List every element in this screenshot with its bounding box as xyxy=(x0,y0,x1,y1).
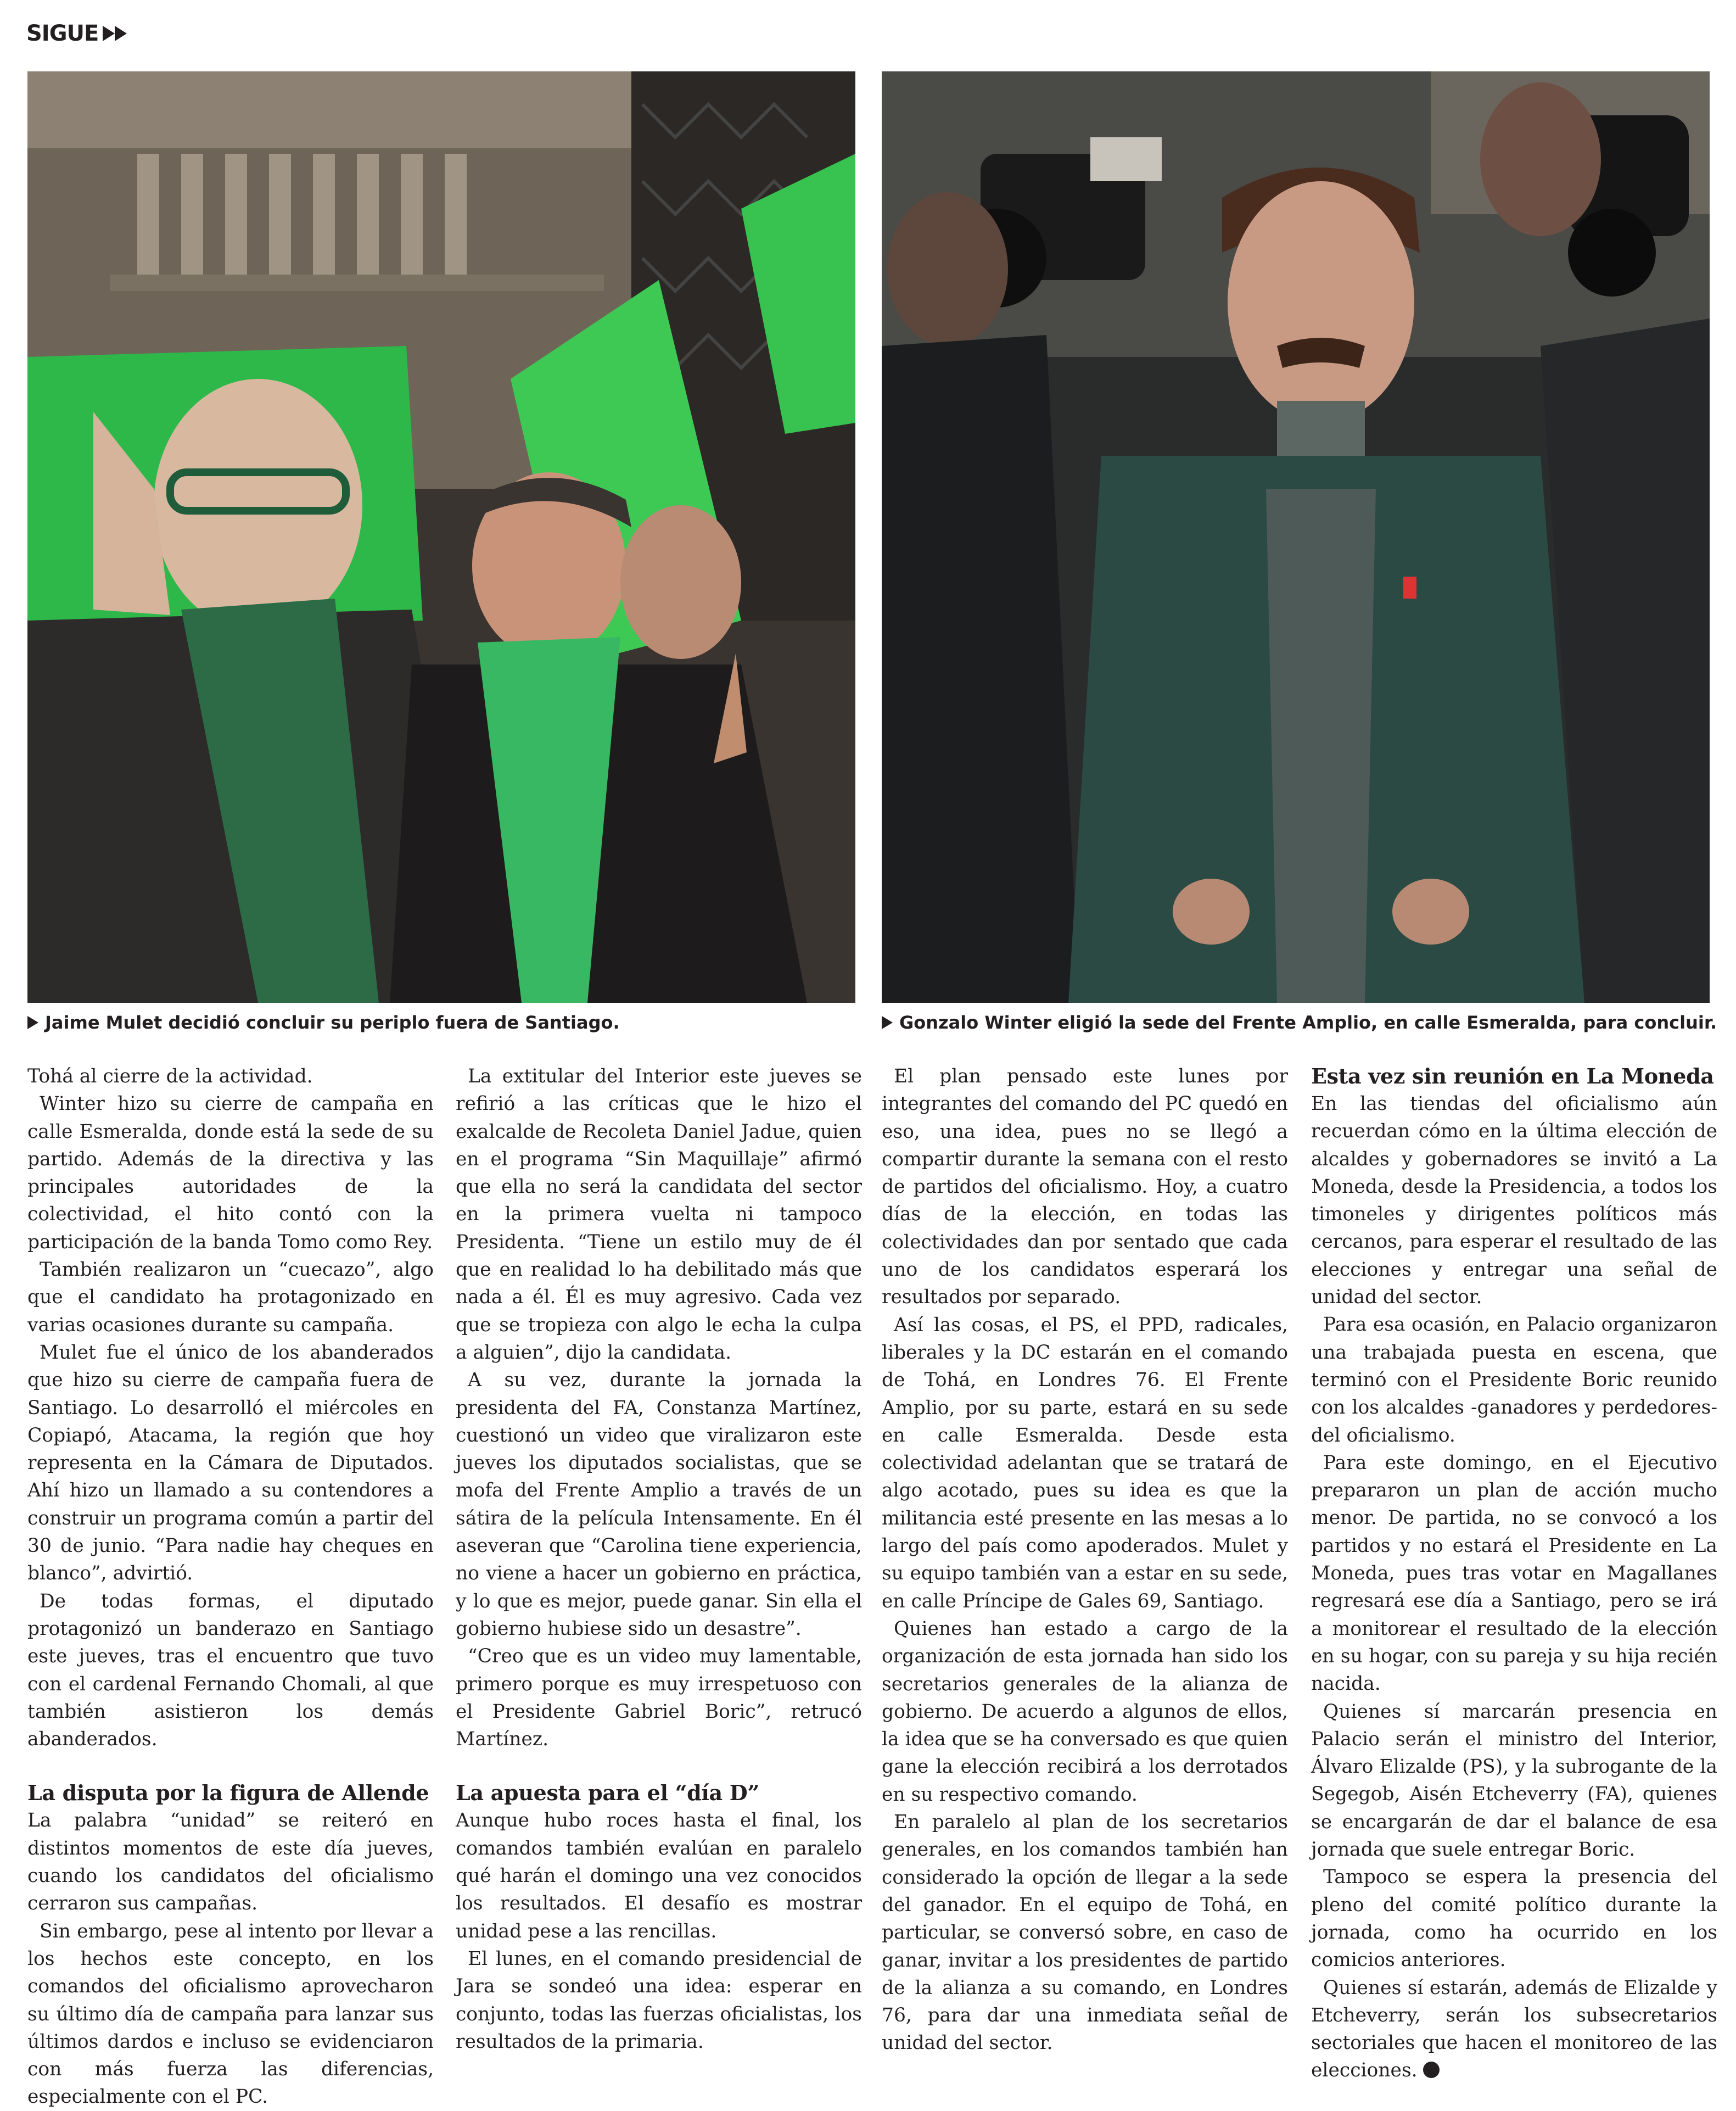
text-column-1 xyxy=(27,1063,434,2111)
paragraph: De todas formas, el diputado protagonizó un banderazo en Santiago este jueves, tras el encuentro que tuvo con el cardenal Fernando Chomali, al que también asistieron los demás abanderados. xyxy=(27,1590,434,1751)
paragraph: Para esa ocasión, en Palacio organizaron una trabajada puesta en escena, que terminó con el Presidente Boric reunido con los alcaldes -ganadores y perdedores- del oficialismo. xyxy=(1311,1314,1717,1447)
paragraph: Quienes han estado a cargo de la organización de esta jornada han sido los secretarios generales de la alianza de gobierno. De acuerdo a algunos de ellos, la idea que se ha conversado es que quien gane la elección recibirá a los derrotados en su respectivo comando. xyxy=(882,1617,1288,1806)
paragraph: Tampoco se espera la presencia del pleno del comité político durante la jornada, como ha ocurrido en los comicios anteriores. xyxy=(1311,1866,1717,1972)
paragraph: Así las cosas, el PS, el PPD, radicales, liberales y la DC estarán en el comando de Tohá, en Londres 76. El Frente Amplio, por su parte, estará en su sede en calle Esmeralda. Desde esta colectividad adelantan que se tratará de algo acotado, pues su idea es que la militancia esté presente en las mesas a lo largo del país como apoderados. Mulet y su equipo también van a estar en su sede, en calle Príncipe de Gales 69, Santiago. xyxy=(882,1314,1288,1612)
double-arrow-icon xyxy=(103,26,127,41)
photo-caption-right xyxy=(882,1010,1717,1035)
paragraph: En paralelo al plan de los secretarios generales, en los comandos también han considerado la opción de llegar a la sede del ganador. En el equipo de Tohá, en particular, se conversó sobre, en caso de ganar, invitar a los presidentes de partido de la alianza a su comando, en Londres 76, para dar una inmediata señal de unidad del sector. xyxy=(882,1811,1288,2054)
paragraph: “Creo que es un video muy lamentable, primero porque es muy irrespetuoso con el Presidente Gabriel Boric”, retrucó Martínez. xyxy=(456,1645,862,1751)
paragraph: El lunes, en el comando presidencial de Jara se sondeó una idea: esperar en conjunto, todas las fuerzas oficialistas, los resultados de la primaria. xyxy=(456,1947,862,2053)
paragraph: Mulet fue el único de los abanderados que hizo su cierre de campaña fuera de Santiago. Lo desarrolló el miércoles en Copiapó, Atacama, la región que hoy representa en la Cámara de Diputados. Ahí hizo un llamado a su contendores a construir un programa común a partir del 30 de junio. “Para nadie hay cheques en blanco”, advirtió. xyxy=(27,1341,434,1585)
paragraph-final xyxy=(1311,1974,1717,2085)
caption-text: Jaime Mulet decidió concluir su periplo fuera de Santiago. xyxy=(45,1012,620,1033)
caption-text: Gonzalo Winter eligió la sede del Frente Amplio, en calle Esmeralda, para concluir. xyxy=(899,1012,1717,1033)
paragraph: A su vez, durante la jornada la presidenta del FA, Constanza Martínez, cuestionó un video que viralizaron este jueves los diputados socialistas, que se mofa del Frente Amplio a través de un sátira de la película Intensamente. En él aseveran que “Carolina tiene experiencia, no viene a hacer un gobierno en práctica, y lo que es mejor, puede ganar. Sin ella el gobierno hubiese sido un desastre”. xyxy=(456,1369,862,1640)
paragraph: Winter hizo su cierre de campaña en calle Esmeralda, donde está la sede de su partido. Además de la directiva y las principales autoridades de la colectividad, el hito contó con la participación de la banda Tomo como Rey. xyxy=(27,1093,434,1253)
caption-arrow-icon xyxy=(882,1016,893,1029)
sigue-marker xyxy=(26,21,127,46)
section-heading: Esta vez sin reunión en La Moneda xyxy=(1311,1064,1714,1088)
paragraph: Aunque hubo roces hasta el final, los comandos también evalúan en paralelo qué harán el domingo una vez conocidos los resultados. El desafío es mostrar unidad pese a las rencillas. xyxy=(456,1810,862,1942)
photo-gonzalo-winter xyxy=(882,71,1710,1003)
text-column-3 xyxy=(882,1063,1288,2057)
paragraph: Sin embargo, pese al intento por llevar a los hechos este concepto, en los comandos del oficialismo aprovecharon su último día de campaña para lanzar sus últimos dardos e incluso se evidenciaron con más fuerza las diferencias, especialmente con el PC. xyxy=(27,1920,434,2108)
paragraph: Para este domingo, en el Ejecutivo prepararon un plan de acción mucho menor. De partida, no se convocó a los partidos y no estará el Presidente en La Moneda, pues tras votar en Magallanes regresará ese día a Santiago, pero se irá a monitorear el resultado de la elección en su hogar, con su pareja y su hija recién nacida. xyxy=(1311,1451,1717,1695)
paragraph: Tohá al cierre de la actividad. xyxy=(27,1065,313,1087)
photo-jaime-mulet xyxy=(27,71,855,1003)
paragraph: También realizaron un “cuecazo”, algo que el candidato ha protagonizado en varias ocasiones durante su campaña. xyxy=(27,1259,434,1336)
paragraph: La extitular del Interior este jueves se refirió a las críticas que le hizo el exalcalde de Recoleta Daniel Jadue, quien en el programa “Sin Maquillaje” afirmó que ella no será la candidata del sector en la primera vuelta ni tampoco Presidenta. “Tiene un estilo muy de él que en realidad lo ha debilitado más que nada a él. Él es muy agresivo. Cada vez que se tropieza con algo le echa la culpa a alguien”, dijo la candidata. xyxy=(456,1065,862,1364)
caption-arrow-icon xyxy=(27,1016,38,1029)
text-column-2 xyxy=(456,1063,862,2056)
section-heading: La disputa por la figura de Allende xyxy=(27,1780,429,1806)
photo-caption-left xyxy=(27,1010,620,1035)
section-heading: La apuesta para el “día D” xyxy=(456,1780,759,1806)
paragraph: El plan pensado este lunes por integrantes del comando del PC quedó en eso, una idea, pues no se llegó a compartir durante la semana con el resto de partidos del oficialismo. Hoy, a cuatro días de la elección, en todas las colectividades dan por sentado que cada uno de los candidatos esperará los resultados por separado. xyxy=(882,1065,1288,1309)
paragraph: En las tiendas del oficialismo aún recuerdan cómo en la última elección de alcaldes y gobernadores se invitó a La Moneda, desde la Presidencia, a todos los timoneles y dirigentes políticos más cercanos, para esperar el resultado de las elecciones y entregar una señal de unidad del sector. xyxy=(1311,1093,1717,1309)
sigue-label: SIGUE xyxy=(26,21,99,46)
paragraph: La palabra “unidad” se reiteró en distintos momentos de este día jueves, cuando los candidatos del oficialismo cerraron sus campañas. xyxy=(27,1810,434,1915)
end-of-article-icon xyxy=(1423,2062,1440,2078)
text-column-4 xyxy=(1311,1063,1717,2085)
paragraph-text: Quienes sí estarán, además de Elizalde y Etcheverry, serán los subsecretarios sectoriales que hacen el monitoreo de las elecciones. xyxy=(1311,1976,1717,2082)
paragraph: Quienes sí marcarán presencia en Palacio serán el ministro del Interior, Álvaro Elizalde (PS), y la subrogante de la Segegob, Aisén Etcheverry (FA), quienes se encargarán de dar el balance de esa jornada que suele entregar Boric. xyxy=(1311,1700,1717,1861)
